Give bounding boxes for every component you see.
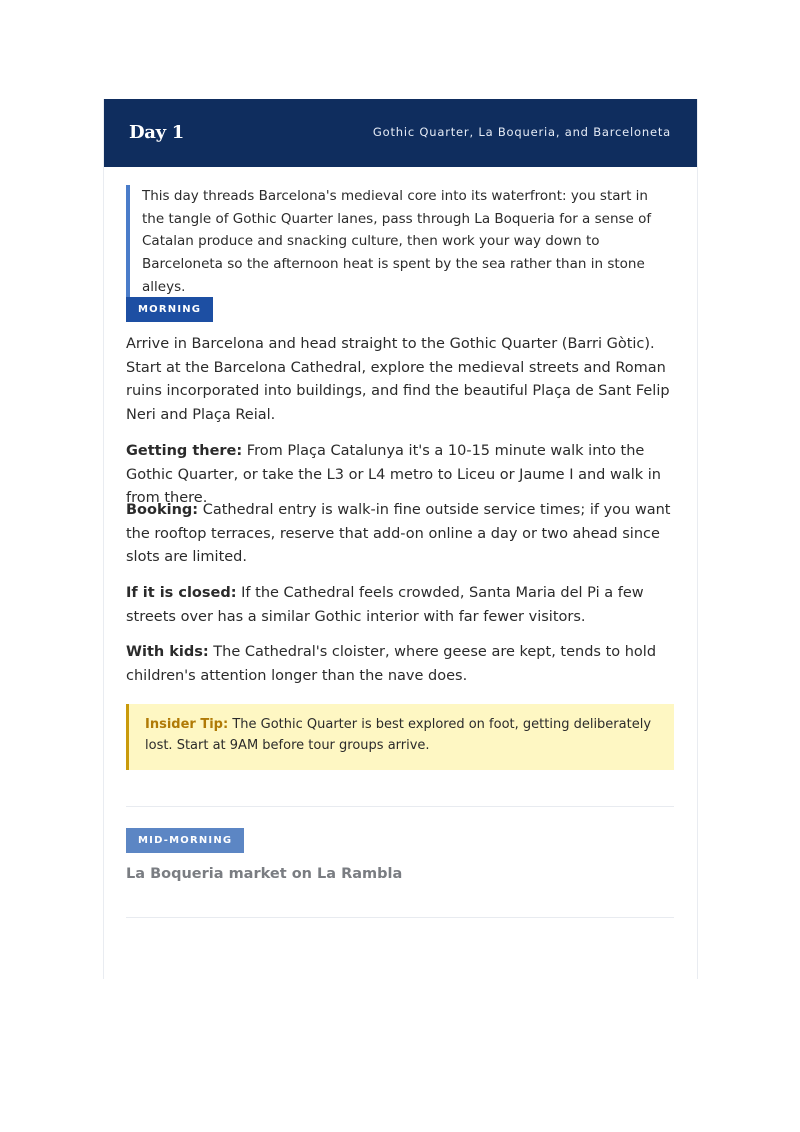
- section-divider: [126, 806, 674, 807]
- closed-paragraph: [126, 582, 674, 629]
- mid-morning-badge: MID-MORNING: [126, 828, 244, 853]
- insider-tip-label: Insider Tip:: [145, 717, 229, 732]
- day-subtitle: Gothic Quarter, La Boqueria, and Barceloneta: [372, 125, 671, 139]
- mid-morning-title[interactable]: La Boqueria market on La Rambla: [126, 866, 403, 882]
- kids-label: With kids:: [126, 644, 209, 660]
- booking-paragraph: [126, 499, 674, 570]
- morning-badge: MORNING: [126, 297, 213, 322]
- kids-paragraph: [126, 641, 674, 688]
- booking-label: Booking:: [126, 502, 199, 518]
- booking-text: Cathedral entry is walk-in fine outside service times; if you want the rooftop terraces, reserve that add-on online a day or two ahead since slots are limited.: [126, 502, 671, 566]
- morning-description: Arrive in Barcelona and head straight to the Gothic Quarter (Barri Gòtic). Start at the Barcelona Cathedral, explore the medieval streets and Roman ruins incorporated into buildings, and find the beautiful Plaça de Sant Felip Neri and Plaça Reial.: [126, 336, 670, 423]
- getting-there-label: Getting there:: [126, 443, 243, 459]
- kids-text: The Cathedral's cloister, where geese are kept, tends to hold children's attention longer than the nave does.: [126, 644, 657, 684]
- day-title: Day 1: [129, 122, 185, 143]
- day-header: [104, 99, 697, 167]
- day-card: [103, 99, 698, 979]
- section-divider: [126, 917, 674, 918]
- day-intro: This day threads Barcelona's medieval core into its waterfront: you start in the tangle of Gothic Quarter lanes, pass through La Boqueria for a sense of Catalan produce and snacking culture, then work your way down to Barceloneta so the afternoon heat is spent by the sea rather than in stone alleys.: [126, 185, 662, 299]
- insider-tip: [126, 704, 674, 770]
- insider-tip-text: The Gothic Quarter is best explored on foot, getting deliberately lost. Start at 9AM before tour groups arrive.: [145, 717, 652, 753]
- getting-there-text: From Plaça Catalunya it's a 10-15 minute walk into the Gothic Quarter, or take the L3 or L4 metro to Liceu or Jaume I and walk in from there.: [126, 443, 661, 507]
- closed-text: If the Cathedral feels crowded, Santa Maria del Pi a few streets over has a similar Gothic interior with far fewer visitors.: [126, 585, 644, 625]
- closed-label: If it is closed:: [126, 585, 237, 601]
